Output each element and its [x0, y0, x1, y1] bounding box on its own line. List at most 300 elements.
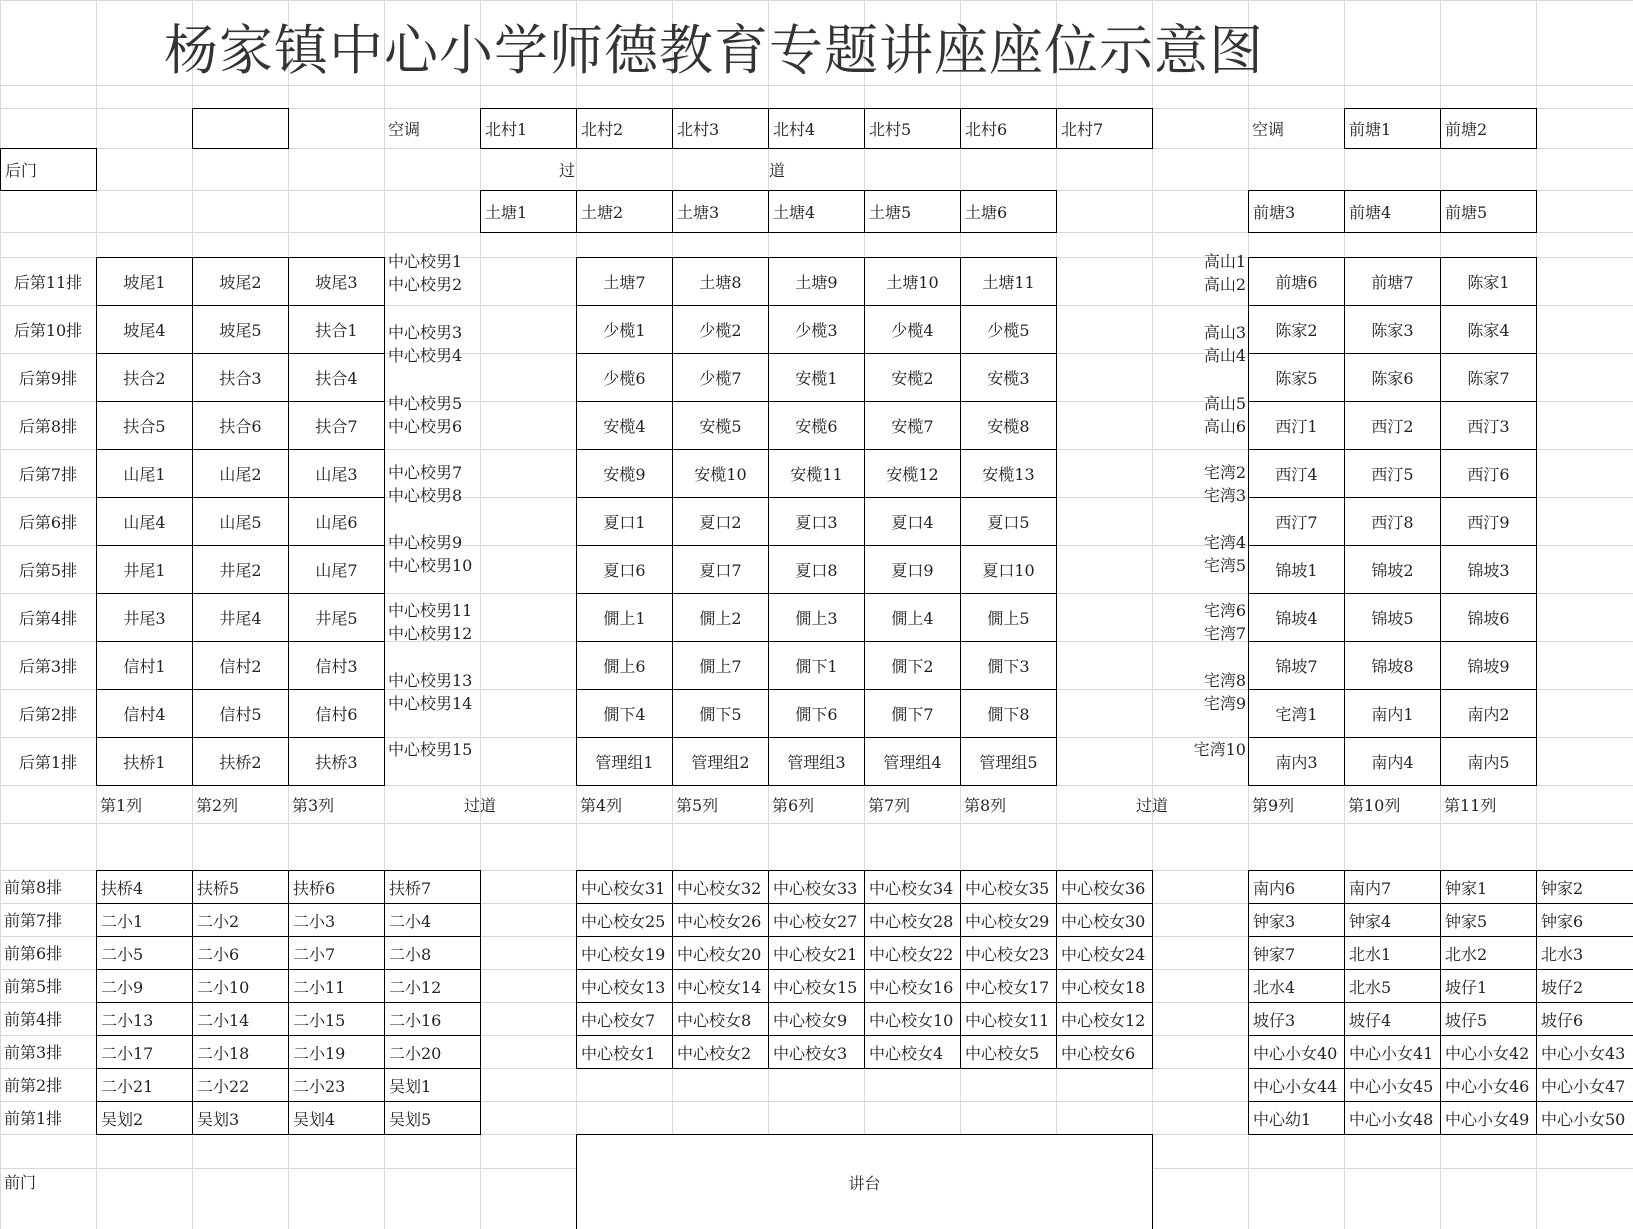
seat-cell: 中心校女15: [768, 969, 865, 1003]
seat-cell: 中心校女26: [672, 903, 769, 937]
seat-cell: 中心校女18: [1056, 969, 1153, 1003]
seat-cell: 夏口4: [864, 497, 961, 546]
seat-cell: 山尾2: [192, 449, 289, 498]
seat-cell: 土塘6: [960, 190, 1057, 233]
seat-cell: 二小15: [288, 1002, 385, 1036]
column-label: 第1列: [100, 795, 143, 815]
aisle-label: 过: [559, 160, 576, 180]
seat-cell: 信村5: [192, 689, 289, 738]
seat-cell: 吴划3: [192, 1101, 289, 1135]
seat-cell: 井尾3: [96, 593, 193, 642]
seat-cell: 高山1: [1203, 251, 1246, 271]
seat-cell: 中心校女36: [1056, 870, 1153, 904]
seat-cell: 锦坡1: [1248, 545, 1345, 594]
row-label: 前第4排: [4, 1010, 63, 1029]
seat-cell: 中心校女29: [960, 903, 1057, 937]
seat-cell: 井尾5: [288, 593, 385, 642]
aisle-label: 道: [769, 160, 786, 180]
seat-cell: 中心校女11: [960, 1002, 1057, 1036]
seat-cell: 宅湾3: [1203, 485, 1246, 505]
row-label: 后第9排: [18, 368, 78, 388]
seat-cell: 土塘2: [576, 190, 673, 233]
seat-cell: 夏口3: [768, 497, 865, 546]
row-label: 前第2排: [4, 1076, 63, 1095]
empty-box: [192, 108, 289, 149]
seat-cell: 少榄7: [672, 353, 769, 402]
seat-cell: 中心校女27: [768, 903, 865, 937]
row-label: 后第3排: [18, 656, 78, 676]
seat-cell: 中心校女4: [864, 1035, 961, 1069]
seat-cell: 中心校女25: [576, 903, 673, 937]
column-label: 第3列: [292, 795, 335, 815]
seat-cell: 安榄13: [960, 449, 1057, 498]
seat-cell: 二小9: [96, 969, 193, 1003]
seat-cell: 信村6: [288, 689, 385, 738]
seat-cell: 中心小女44: [1248, 1068, 1345, 1102]
seat-cell: 中心校女20: [672, 936, 769, 970]
seat-cell: 僩上1: [576, 593, 673, 642]
seat-cell: 山尾7: [288, 545, 385, 594]
column-label: 第8列: [964, 795, 1007, 815]
seat-cell: 中心小女49: [1440, 1101, 1537, 1135]
seat-cell: 宅湾8: [1203, 670, 1246, 690]
seat-cell: 中心校男1: [388, 251, 463, 271]
seat-cell: 中心校女17: [960, 969, 1057, 1003]
seat-cell: 钟家3: [1248, 903, 1345, 937]
seat-cell: 高山6: [1203, 416, 1246, 436]
seat-cell: 扶桥3: [288, 737, 385, 786]
seat-cell: 扶合1: [288, 305, 385, 354]
seat-cell: 宅湾4: [1203, 532, 1246, 552]
seat-cell: 山尾1: [96, 449, 193, 498]
seat-cell: 坡仔1: [1440, 969, 1537, 1003]
seat-cell: 少榄5: [960, 305, 1057, 354]
seat-cell: 中心校女2: [672, 1035, 769, 1069]
seat-cell: 锦坡9: [1440, 641, 1537, 690]
seat-cell: 中心校男9: [388, 532, 463, 552]
seat-cell: 管理组2: [672, 737, 769, 786]
seat-cell: 土塘3: [672, 190, 769, 233]
seat-cell: 中心校女21: [768, 936, 865, 970]
seat-cell: 中心校女14: [672, 969, 769, 1003]
seat-cell: 中心小女42: [1440, 1035, 1537, 1069]
seat-cell: 二小4: [384, 903, 481, 937]
seat-cell: 中心校女24: [1056, 936, 1153, 970]
seat-cell: 西汀9: [1440, 497, 1537, 546]
seat-cell: 二小6: [192, 936, 289, 970]
seat-cell: 中心校女9: [768, 1002, 865, 1036]
seat-cell: 南内4: [1344, 737, 1441, 786]
seat-cell: 扶合5: [96, 401, 193, 450]
seat-cell: 坡尾5: [192, 305, 289, 354]
seat-cell: 坡尾4: [96, 305, 193, 354]
seat-cell: 二小14: [192, 1002, 289, 1036]
seat-cell: 陈家7: [1440, 353, 1537, 402]
grid-hline: [0, 85, 1633, 86]
seat-cell: 二小1: [96, 903, 193, 937]
seat-cell: 坡仔3: [1248, 1002, 1345, 1036]
seat-cell: 北水3: [1536, 936, 1633, 970]
seat-cell: 僩下4: [576, 689, 673, 738]
seat-cell: 少榄2: [672, 305, 769, 354]
seat-cell: 前塘2: [1440, 108, 1537, 149]
seat-cell: 西汀1: [1248, 401, 1345, 450]
column-label: 第2列: [196, 795, 239, 815]
seat-cell: 吴划2: [96, 1101, 193, 1135]
row-label: 后第11排: [13, 272, 83, 292]
seat-cell: 安榄3: [960, 353, 1057, 402]
seat-cell: 坡仔4: [1344, 1002, 1441, 1036]
seat-cell: 少榄1: [576, 305, 673, 354]
row-label: 前第3排: [4, 1043, 63, 1062]
seat-cell: 安榄10: [672, 449, 769, 498]
seat-cell: 前塘5: [1440, 190, 1537, 233]
seat-cell: 井尾4: [192, 593, 289, 642]
column-label: 第11列: [1444, 795, 1497, 815]
seat-cell: 南内7: [1344, 870, 1441, 904]
seat-cell: 土塘7: [576, 257, 673, 306]
seat-cell: 中心小女43: [1536, 1035, 1633, 1069]
seat-cell: 宅湾10: [1193, 739, 1246, 759]
seat-cell: 扶桥2: [192, 737, 289, 786]
seat-cell: 二小2: [192, 903, 289, 937]
seat-cell: 南内3: [1248, 737, 1345, 786]
seat-cell: 安榄2: [864, 353, 961, 402]
seat-cell: 陈家3: [1344, 305, 1441, 354]
seat-cell: 坡仔2: [1536, 969, 1633, 1003]
seat-cell: 中心校男4: [388, 345, 463, 365]
seat-cell: 中心校男11: [388, 600, 473, 620]
seat-cell: 管理组3: [768, 737, 865, 786]
seat-cell: 僩上6: [576, 641, 673, 690]
seat-cell: 二小5: [96, 936, 193, 970]
seat-cell: 中心校男14: [388, 693, 473, 713]
seat-cell: 中心校男8: [388, 485, 463, 505]
seat-cell: 陈家5: [1248, 353, 1345, 402]
seat-cell: 二小23: [288, 1068, 385, 1102]
seat-cell: 中心校男7: [388, 462, 463, 482]
seat-cell: 西汀2: [1344, 401, 1441, 450]
seat-cell: 扶桥7: [384, 870, 481, 904]
seat-cell: 北村5: [864, 108, 961, 149]
seat-cell: 安榄7: [864, 401, 961, 450]
seat-cell: 高山4: [1203, 345, 1246, 365]
seat-cell: 宅湾1: [1248, 689, 1345, 738]
seat-cell: 中心小女46: [1440, 1068, 1537, 1102]
seat-cell: 中心小女40: [1248, 1035, 1345, 1069]
seat-cell: 中心校女28: [864, 903, 961, 937]
seat-cell: 中心校女35: [960, 870, 1057, 904]
seat-cell: 中心小女50: [1536, 1101, 1633, 1135]
column-label: 第9列: [1252, 795, 1295, 815]
back-door-label: 后门: [0, 148, 97, 191]
seat-cell: 安榄5: [672, 401, 769, 450]
seat-cell: 土塘4: [768, 190, 865, 233]
seat-cell: 吴划5: [384, 1101, 481, 1135]
seat-cell: 僩下8: [960, 689, 1057, 738]
seat-cell: 宅湾7: [1203, 623, 1246, 643]
seat-cell: 北村2: [576, 108, 673, 149]
seat-cell: 中心小女48: [1344, 1101, 1441, 1135]
seat-cell: 二小3: [288, 903, 385, 937]
seat-cell: 中心校男10: [388, 555, 473, 575]
seat-cell: 夏口10: [960, 545, 1057, 594]
row-label: 后第4排: [18, 608, 78, 628]
seat-cell: 二小8: [384, 936, 481, 970]
seat-cell: 中心校男13: [388, 670, 473, 690]
grid-hline: [0, 0, 1633, 1]
seat-cell: 夏口5: [960, 497, 1057, 546]
seat-cell: 中心校女34: [864, 870, 961, 904]
seat-cell: 南内1: [1344, 689, 1441, 738]
seat-cell: 钟家5: [1440, 903, 1537, 937]
seat-cell: 僩下1: [768, 641, 865, 690]
row-label: 前第8排: [4, 878, 63, 897]
seat-cell: 土塘1: [480, 190, 577, 233]
seat-cell: 前塘1: [1344, 108, 1441, 149]
row-label: 后第5排: [18, 560, 78, 580]
column-label: 第4列: [580, 795, 623, 815]
seat-cell: 僩上2: [672, 593, 769, 642]
seat-cell: 南内5: [1440, 737, 1537, 786]
seat-cell: 二小22: [192, 1068, 289, 1102]
seat-cell: 西汀5: [1344, 449, 1441, 498]
seat-cell: 井尾1: [96, 545, 193, 594]
seat-cell: 扶桥4: [96, 870, 193, 904]
seat-cell: 陈家2: [1248, 305, 1345, 354]
seat-cell: 北水4: [1248, 969, 1345, 1003]
seat-cell: 扶合4: [288, 353, 385, 402]
seat-cell: 北村4: [768, 108, 865, 149]
row-label: 后第1排: [18, 752, 78, 772]
seat-cell: 少榄3: [768, 305, 865, 354]
seat-cell: 北村1: [480, 108, 577, 149]
seat-cell: 中心校女3: [768, 1035, 865, 1069]
seat-cell: 夏口7: [672, 545, 769, 594]
row-label: 后第2排: [18, 704, 78, 724]
seat-cell: 僩下6: [768, 689, 865, 738]
seat-cell: 安榄4: [576, 401, 673, 450]
seat-cell: 坡仔6: [1536, 1002, 1633, 1036]
seat-cell: 夏口8: [768, 545, 865, 594]
seat-cell: 中心校男2: [388, 274, 463, 294]
seat-cell: 少榄4: [864, 305, 961, 354]
seat-cell: 夏口1: [576, 497, 673, 546]
seat-cell: 锦坡8: [1344, 641, 1441, 690]
seat-cell: 中心校男5: [388, 393, 463, 413]
seat-cell: 夏口6: [576, 545, 673, 594]
row-label: 前第1排: [4, 1109, 63, 1128]
seat-cell: 中心校女13: [576, 969, 673, 1003]
seat-cell: 前塘7: [1344, 257, 1441, 306]
seat-cell: 宅湾5: [1203, 555, 1246, 575]
seat-cell: 钟家1: [1440, 870, 1537, 904]
seat-cell: 土塘10: [864, 257, 961, 306]
seat-cell: 安榄1: [768, 353, 865, 402]
seat-cell: 宅湾2: [1203, 462, 1246, 482]
seat-cell: 西汀8: [1344, 497, 1441, 546]
seat-cell: 中心幼1: [1248, 1101, 1345, 1135]
seat-cell: 坡尾3: [288, 257, 385, 306]
seat-cell: 僩下3: [960, 641, 1057, 690]
seat-cell: 夏口9: [864, 545, 961, 594]
row-label: 后第6排: [18, 512, 78, 532]
seat-cell: 中心校女5: [960, 1035, 1057, 1069]
seat-cell: 前塘4: [1344, 190, 1441, 233]
seat-cell: 北村6: [960, 108, 1057, 149]
seat-cell: 二小12: [384, 969, 481, 1003]
seat-cell: 二小7: [288, 936, 385, 970]
seat-cell: 陈家1: [1440, 257, 1537, 306]
seat-cell: 中心校女16: [864, 969, 961, 1003]
seat-cell: 安榄12: [864, 449, 961, 498]
seat-cell: 扶合6: [192, 401, 289, 450]
seat-cell: 僩下2: [864, 641, 961, 690]
air-conditioner-label-right: 空调: [1252, 119, 1285, 139]
row-label: 后第10排: [13, 320, 83, 340]
seat-cell: 二小18: [192, 1035, 289, 1069]
seat-cell: 宅湾6: [1203, 600, 1246, 620]
seat-cell: 二小16: [384, 1002, 481, 1036]
seat-cell: 二小17: [96, 1035, 193, 1069]
seat-cell: 中心校女1: [576, 1035, 673, 1069]
seat-cell: 锦坡2: [1344, 545, 1441, 594]
seat-cell: 少榄6: [576, 353, 673, 402]
seat-cell: 土塘11: [960, 257, 1057, 306]
seat-cell: 北村3: [672, 108, 769, 149]
seat-cell: 山尾3: [288, 449, 385, 498]
seat-cell: 钟家6: [1536, 903, 1633, 937]
grid-hline: [0, 823, 1633, 824]
seat-cell: 前塘6: [1248, 257, 1345, 306]
seat-cell: 坡尾2: [192, 257, 289, 306]
seat-cell: 中心小女47: [1536, 1068, 1633, 1102]
seat-cell: 二小19: [288, 1035, 385, 1069]
column-label: 第7列: [868, 795, 911, 815]
column-label: 第6列: [772, 795, 815, 815]
seat-cell: 锦坡6: [1440, 593, 1537, 642]
seat-cell: 南内2: [1440, 689, 1537, 738]
seat-cell: 僩上7: [672, 641, 769, 690]
seat-cell: 僩上5: [960, 593, 1057, 642]
seat-cell: 中心校男3: [388, 322, 463, 342]
seat-cell: 二小13: [96, 1002, 193, 1036]
seat-cell: 山尾6: [288, 497, 385, 546]
seat-cell: 管理组1: [576, 737, 673, 786]
column-label: 第5列: [676, 795, 719, 815]
seat-cell: 山尾5: [192, 497, 289, 546]
seat-cell: 中心校女31: [576, 870, 673, 904]
seat-cell: 西汀6: [1440, 449, 1537, 498]
seat-cell: 陈家6: [1344, 353, 1441, 402]
seat-cell: 信村4: [96, 689, 193, 738]
seat-cell: 安榄8: [960, 401, 1057, 450]
seat-cell: 坡仔5: [1440, 1002, 1537, 1036]
seat-cell: 中心校女30: [1056, 903, 1153, 937]
seat-cell: 土塘9: [768, 257, 865, 306]
air-conditioner-label-left: 空调: [388, 119, 421, 139]
seat-cell: 扶桥5: [192, 870, 289, 904]
seat-cell: 中心小女45: [1344, 1068, 1441, 1102]
seat-cell: 钟家4: [1344, 903, 1441, 937]
seat-cell: 土塘5: [864, 190, 961, 233]
seat-cell: 中心校女22: [864, 936, 961, 970]
seat-cell: 中心校女12: [1056, 1002, 1153, 1036]
seat-cell: 中心校女19: [576, 936, 673, 970]
seat-cell: 扶合2: [96, 353, 193, 402]
seat-cell: 二小10: [192, 969, 289, 1003]
aisle-label: 过道: [463, 795, 496, 815]
seat-cell: 中心小女41: [1344, 1035, 1441, 1069]
seat-cell: 扶桥1: [96, 737, 193, 786]
seat-cell: 僩下5: [672, 689, 769, 738]
seat-cell: 安榄11: [768, 449, 865, 498]
seat-cell: 安榄9: [576, 449, 673, 498]
seat-cell: 安榄6: [768, 401, 865, 450]
aisle-label: 过道: [1135, 795, 1168, 815]
seat-cell: 扶合7: [288, 401, 385, 450]
seat-cell: 钟家2: [1536, 870, 1633, 904]
podium: 讲台: [576, 1134, 1153, 1229]
seat-cell: 陈家4: [1440, 305, 1537, 354]
seat-cell: 僩下7: [864, 689, 961, 738]
seat-cell: 管理组5: [960, 737, 1057, 786]
seat-cell: 扶桥6: [288, 870, 385, 904]
seat-cell: 中心校女32: [672, 870, 769, 904]
seat-cell: 北水2: [1440, 936, 1537, 970]
seat-cell: 钟家7: [1248, 936, 1345, 970]
seat-cell: 山尾4: [96, 497, 193, 546]
seat-cell: 僩上4: [864, 593, 961, 642]
seat-cell: 中心校男6: [388, 416, 463, 436]
seat-cell: 中心校女33: [768, 870, 865, 904]
row-label: 前第7排: [4, 911, 63, 930]
seat-cell: 吴划1: [384, 1068, 481, 1102]
seat-cell: 中心校女7: [576, 1002, 673, 1036]
seat-cell: 井尾2: [192, 545, 289, 594]
page-title: 杨家镇中心小学师德教育专题讲座座位示意图: [164, 19, 1264, 82]
seat-cell: 中心校男12: [388, 623, 473, 643]
seat-cell: 信村3: [288, 641, 385, 690]
column-label: 第10列: [1348, 795, 1401, 815]
seat-cell: 吴划4: [288, 1101, 385, 1135]
seat-cell: 宅湾9: [1203, 693, 1246, 713]
seat-cell: 锦坡3: [1440, 545, 1537, 594]
seat-cell: 西汀7: [1248, 497, 1345, 546]
seat-cell: 高山3: [1203, 322, 1246, 342]
seat-cell: 高山5: [1203, 393, 1246, 413]
seat-cell: 二小20: [384, 1035, 481, 1069]
seat-cell: 前塘3: [1248, 190, 1345, 233]
seat-cell: 信村1: [96, 641, 193, 690]
seat-cell: 西汀4: [1248, 449, 1345, 498]
row-label: 后第8排: [18, 416, 78, 436]
seat-cell: 二小21: [96, 1068, 193, 1102]
row-label: 前第5排: [4, 977, 63, 996]
seat-cell: 中心校男15: [388, 739, 473, 759]
seat-cell: 锦坡5: [1344, 593, 1441, 642]
seat-cell: 锦坡7: [1248, 641, 1345, 690]
seat-cell: 高山2: [1203, 274, 1246, 294]
seat-cell: 二小11: [288, 969, 385, 1003]
seat-cell: 坡尾1: [96, 257, 193, 306]
seat-cell: 土塘8: [672, 257, 769, 306]
seat-cell: 信村2: [192, 641, 289, 690]
seat-cell: 中心校女8: [672, 1002, 769, 1036]
seat-cell: 西汀3: [1440, 401, 1537, 450]
seat-cell: 僩上3: [768, 593, 865, 642]
seat-cell: 北水1: [1344, 936, 1441, 970]
